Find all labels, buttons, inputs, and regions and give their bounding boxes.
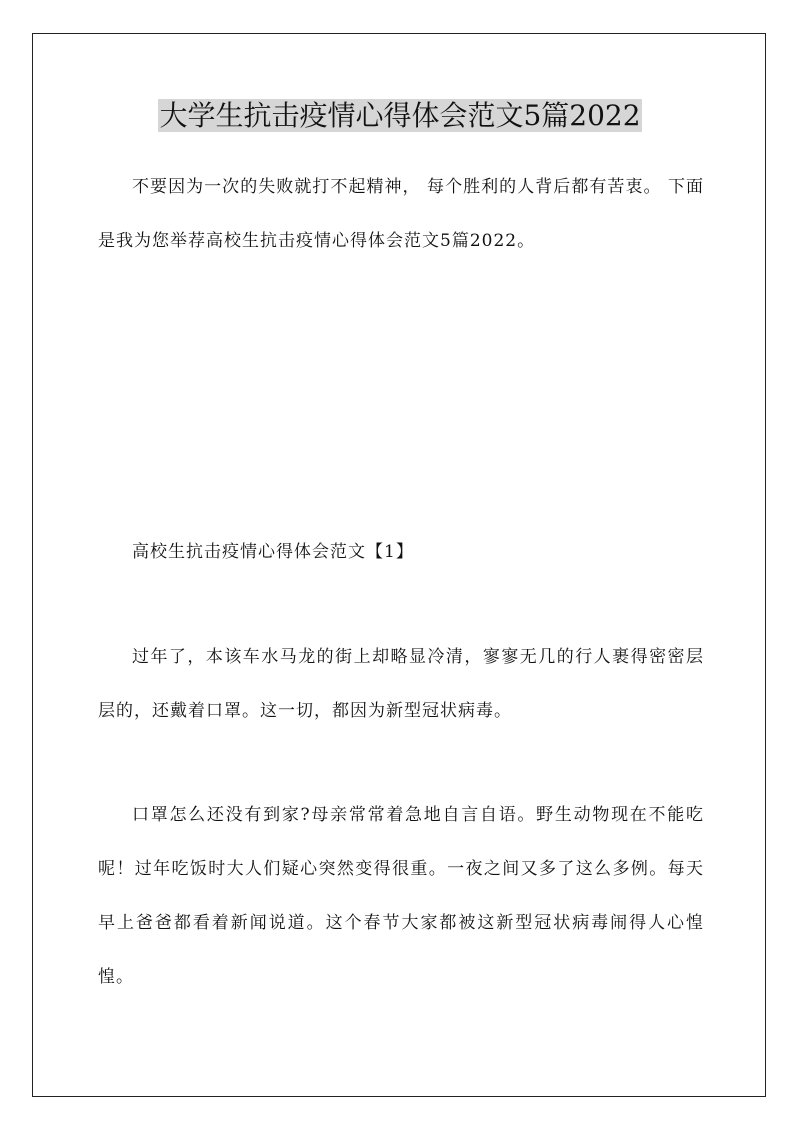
document-title-text: 大学生抗击疫情心得体会范文5篇2022 (159, 99, 641, 132)
body-paragraph-2: 口罩怎么还没有到家?母亲常常着急地自言自语。野生动物现在不能吃呢！过年吃饭时大人们疑心突然变得很重。一夜之间又多了这么多例。每天早上爸爸都看着新闻说道。这个春节大家都被这新型冠状病毒闹得人心惶惶。 (98, 805, 704, 987)
section-heading: 高校生抗击疫情心得体会范文【1】 (132, 542, 414, 562)
document-title (0, 96, 800, 136)
body-paragraph-1: 过年了，本该车水马龙的街上却略显冷清，寥寥无几的行人裹得密密层层的，还戴着口罩。这一切，都因为新型冠状病毒。 (98, 647, 704, 721)
intro-paragraph: 不要因为一次的失败就打不起精神， 每个胜利的人背后都有苦衷。 下面是我为您举荐高校生抗击疫情心得体会范文5篇2022。 (98, 177, 704, 251)
